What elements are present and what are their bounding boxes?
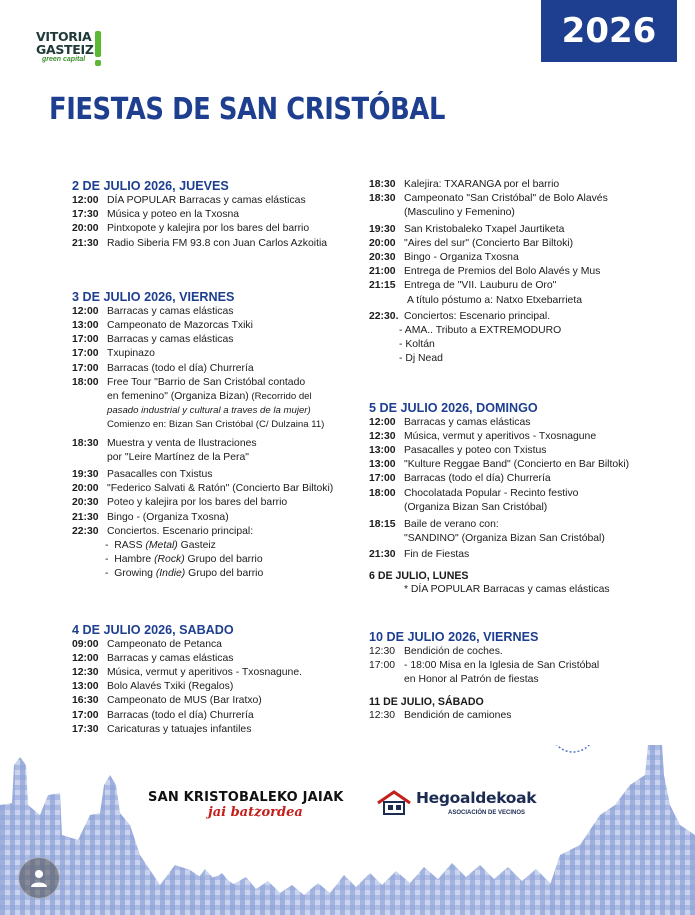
event-row [72, 222, 362, 236]
event-text: Txupinazo [107, 348, 155, 360]
event-text: Muestra y venta de Ilustraciones [107, 437, 257, 449]
event-text: Free Tour "Barrio de San Cristóbal contado [107, 376, 306, 388]
event-continuation: "SANDINO" (Organiza Bizan San Cristóbal) [404, 533, 605, 545]
event-row [72, 347, 362, 361]
day-heading-jul2: 2 DE JULIO 2026, JUEVES [72, 179, 229, 193]
event-row [369, 472, 669, 486]
event-text: "Federico Salvati & Ratón" (Concierto Bar Biltoki) [107, 483, 334, 495]
event-row [369, 659, 669, 673]
logo-exclamation-icon [95, 31, 101, 57]
band-genre: (Indie) [155, 568, 186, 580]
logo-line-2: GASTEIZ [36, 42, 94, 57]
event-row [369, 279, 669, 293]
right-city-silhouette [540, 745, 695, 915]
event-continuation: pasado industrial y cultural a traves de la mujer) [107, 405, 311, 417]
event-text: Barracas (todo el día) Churrería [107, 709, 254, 721]
event-note: (Recorrido del [248, 391, 312, 403]
event-time: 18:30 [369, 193, 396, 205]
event-row [369, 548, 669, 562]
event-time: 12:30 [369, 710, 396, 722]
band-name: Hambre [114, 554, 155, 566]
event-row [369, 192, 669, 206]
year-badge: 2026 [541, 0, 677, 62]
band-origin: Grupo del barrio [184, 554, 263, 566]
event-text: - 18:00 Misa en la Iglesia de San Cristóbal [404, 660, 600, 672]
event-row [369, 430, 669, 444]
event-row [72, 362, 362, 376]
event-time: 18:30 [369, 179, 396, 190]
event-text: Campeonato de Mazorcas Txiki [107, 320, 253, 332]
event-text: Fin de Fiestas [404, 549, 470, 561]
event-row [72, 652, 362, 666]
event-time: 18:00 [72, 376, 99, 388]
band-origin: Gasteiz [177, 540, 216, 552]
event-time: 21:15 [369, 280, 396, 292]
hego-name: Hegoaldekoak [416, 789, 537, 807]
event-row [72, 194, 362, 208]
event-time: 18:00 [369, 487, 396, 499]
house-icon [376, 790, 412, 816]
band-item: - RASS (Metal) Gasteiz [105, 540, 216, 552]
event-time: 21:00 [369, 266, 396, 278]
event-row [369, 310, 669, 324]
event-continuation: (Masculino y Femenino) [404, 207, 515, 219]
event-time: 17:30 [72, 723, 99, 735]
event-continuation: A título póstumo a: Natxo Etxebarrieta [407, 294, 583, 306]
event-time: 17:00 [369, 660, 396, 672]
event-time: 12:00 [72, 305, 99, 317]
event-text: Radio Siberia FM 93.8 con Juan Carlos Azkoitia [107, 237, 328, 249]
event-time: 18:15 [369, 519, 396, 531]
event-text: "Aires del sur" (Concierto Bar Biltoki) [404, 237, 574, 249]
event-row [72, 694, 362, 708]
event-row [369, 223, 669, 237]
band-genre: (Rock) [154, 554, 185, 566]
event-time: 12:00 [369, 416, 396, 428]
event-text: Campeonato de MUS (Bar Iratxo) [107, 695, 262, 707]
event-row [369, 178, 669, 192]
sk-logo-subtitle: jai batzordea [208, 805, 303, 820]
sk-logo-title: SAN KRISTOBALEKO JAIAK [148, 790, 344, 805]
event-text: Bendición de camiones [404, 710, 512, 722]
band-item: - AMA.. Tributo a EXTREMODURO [399, 325, 562, 337]
day-heading-jul6: 6 DE JULIO, LUNES [369, 569, 469, 582]
band-item: - Dj Nead [399, 353, 443, 365]
event-text: Bingo - Organiza Txosna [404, 252, 519, 264]
event-text: Barracas y camas elásticas [107, 334, 234, 346]
right-column [369, 178, 669, 724]
event-row [72, 723, 362, 737]
event-row [72, 319, 362, 333]
event-row [369, 709, 669, 723]
event-time: 17:00 [72, 334, 99, 346]
event-text: Campeonato de Petanca [107, 638, 222, 650]
event-time: 09:00 [72, 638, 99, 650]
hegoaldekoak-logo [376, 788, 546, 824]
event-time: 20:00 [72, 223, 99, 235]
band-origin: Grupo del barrio [185, 568, 264, 580]
event-row [369, 645, 669, 659]
event-row [369, 237, 669, 251]
event-text: San Kristobaleko Txapel Jaurtiketa [404, 223, 565, 235]
event-row [72, 333, 362, 347]
san-kristobaleko-jaiak-logo [148, 790, 348, 820]
event-time: 17:00 [369, 473, 396, 485]
event-row [369, 416, 669, 430]
event-text: Baile de verano con: [404, 519, 499, 531]
event-text: Entrega de "VII. Lauburu de Oro" [404, 280, 557, 292]
event-continuation [72, 390, 362, 404]
event-time: 17:30 [72, 209, 99, 221]
event-text: Pasacalles con Txistus [107, 469, 213, 481]
event-text: Conciertos: Escenario principal. [404, 310, 551, 322]
event-row [72, 511, 362, 525]
band-item: - Koltán [399, 339, 435, 351]
event-text: Música, vermut y aperitivos - Txosnagune [404, 430, 597, 442]
event-time: 13:00 [369, 459, 396, 471]
event-time: 12:00 [72, 195, 99, 206]
event-continuation: (Organiza Bizan San Cristóbal) [404, 501, 548, 513]
event-time: 18:30 [72, 437, 99, 449]
user-profile-button[interactable] [18, 857, 60, 899]
event-row [72, 468, 362, 482]
sun-icon [551, 745, 595, 752]
day-heading-jul10: 10 DE JULIO 2026, VIERNES [369, 629, 539, 644]
day-heading-jul3: 3 DE JULIO 2026, VIERNES [72, 289, 235, 304]
event-text: DÍA POPULAR Barracas y camas elásticas [107, 195, 306, 206]
event-row [369, 444, 669, 458]
event-row [72, 376, 362, 390]
event-continuation: Comienzo en: Bizan San Cristóbal (C/ Dulzaina 11) [107, 419, 325, 431]
event-time: 12:30 [369, 645, 396, 657]
hego-assoc: ASOCIACIÓN DE VECINOS [448, 810, 526, 816]
event-row [72, 680, 362, 694]
event-time: 12:30 [72, 667, 99, 679]
logo-exclamation-dot [95, 60, 101, 66]
event-text: Barracas y camas elásticas [107, 305, 234, 317]
event-text: Caricaturas y tatuajes infantiles [107, 723, 252, 735]
event-row [369, 487, 669, 501]
event-text: Música y poteo en la Txosna [107, 209, 240, 221]
event-text: "Kulture Reggae Band" (Concierto en Bar Biltoki) [404, 459, 630, 471]
event-time: 20:30 [72, 497, 99, 509]
event-text: Entrega de Premios del Bolo Alavés y Mus [404, 266, 601, 278]
event-text: Pasacalles y poteo con Txistus [404, 445, 547, 457]
event-row [369, 458, 669, 472]
event-time: 17:00 [72, 709, 99, 721]
event-text: Kalejira: TXARANGA por el barrio [404, 179, 560, 190]
event-text: Campeonato "San Cristóbal" de Bolo Alavés [404, 193, 608, 205]
event-time: 21:30 [72, 237, 99, 249]
event-text: Bolo Alavés Txiki (Regalos) [107, 681, 234, 693]
logo-line-1: VITORIA [36, 29, 92, 44]
event-time: 20:00 [369, 237, 396, 249]
event-time: 12:30 [369, 430, 396, 442]
event-time: 17:00 [72, 348, 99, 360]
event-text: Poteo y kalejira por los bares del barrio [107, 497, 288, 509]
event-row [72, 638, 362, 652]
event-time: 22:30. [369, 310, 399, 322]
event-text: Barracas (todo el día) Churrería [107, 362, 254, 374]
page-title: FIESTAS DE SAN CRISTÓBAL [49, 92, 445, 127]
event-continuation: en Honor al Patrón de fiestas [404, 674, 539, 686]
event-time: 16:30 [72, 695, 99, 707]
event-text: Pintxopote y kalejira por los bares del barrio [107, 223, 310, 235]
event-row [72, 237, 362, 251]
day-heading-jul4: 4 DE JULIO 2026, SABADO [72, 622, 234, 637]
event-time: 13:00 [369, 445, 396, 457]
event-text: Barracas y camas elásticas [107, 652, 234, 664]
user-icon [28, 867, 50, 889]
event-text: Barracas (todo el día) Churrería [404, 473, 551, 485]
event-row [369, 251, 669, 265]
event-row [72, 437, 362, 451]
event-text: Bendición de coches. [404, 645, 503, 657]
event-time: 19:30 [369, 223, 396, 235]
event-row [72, 496, 362, 510]
band-item: - Hambre (Rock) Grupo del barrio [105, 554, 263, 566]
event-text: Barracas y camas elásticas [404, 416, 531, 428]
event-text: Conciertos. Escenario principal: [107, 525, 254, 537]
event-time: 13:00 [72, 681, 99, 693]
crowd-silhouette [160, 863, 595, 915]
event-text: en femenino" (Organiza Bizan) [107, 391, 249, 403]
logo-line-3: green capital [42, 56, 86, 63]
day-heading-jul5: 5 DE JULIO 2026, DOMINGO [369, 400, 538, 415]
event-row [72, 666, 362, 680]
event-text: * DÍA POPULAR Barracas y camas elásticas [404, 583, 610, 595]
event-time: 20:00 [72, 483, 99, 495]
event-row [72, 305, 362, 319]
day-heading-jul11: 11 DE JULIO, SÁBADO [369, 696, 484, 709]
event-time: 21:30 [72, 511, 99, 523]
event-text: Música, vermut y aperitivos - Txosnagune. [107, 667, 303, 679]
event-row [369, 265, 669, 279]
event-time: 17:00 [72, 362, 99, 374]
event-row [369, 518, 669, 532]
event-time: 13:00 [72, 320, 99, 332]
event-row [72, 208, 362, 222]
footer-decoration [0, 745, 695, 915]
event-row [72, 482, 362, 496]
event-time: 12:00 [72, 652, 99, 664]
event-time: 22:30 [72, 525, 99, 537]
event-row [72, 525, 362, 539]
band-name: RASS [114, 540, 146, 552]
event-time: 21:30 [369, 549, 396, 561]
event-continuation: por "Leire Martínez de la Pera" [107, 451, 249, 463]
event-text: Chocolatada Popular - Recinto festivo [404, 487, 579, 499]
left-column [72, 178, 362, 737]
event-row [72, 709, 362, 723]
band-name: Growing [114, 568, 156, 580]
band-item: - Growing (Indie) Grupo del barrio [105, 568, 264, 580]
event-text: Bingo - (Organiza Txosna) [107, 511, 229, 523]
event-time: 20:30 [369, 252, 396, 264]
event-time: 19:30 [72, 469, 99, 481]
vitoria-gasteiz-logo [36, 30, 108, 76]
band-genre: (Metal) [145, 540, 178, 552]
